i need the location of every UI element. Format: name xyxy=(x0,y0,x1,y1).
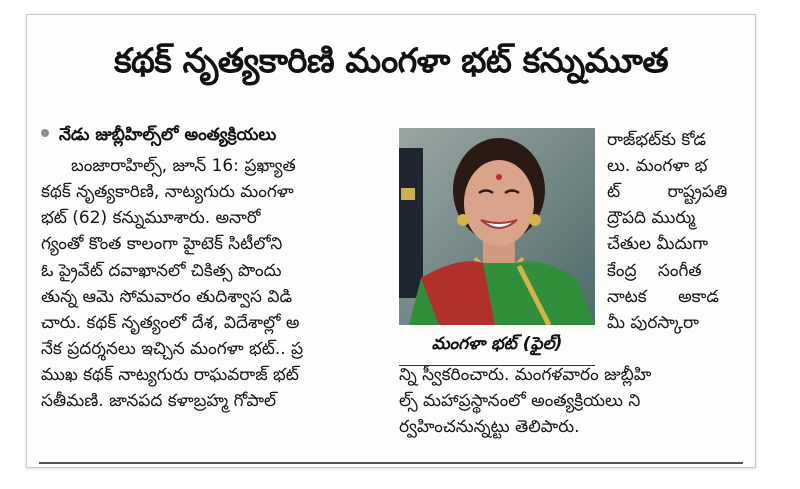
article-line: నాటక అకాడ xyxy=(607,287,719,307)
headline: కథక్ నృత్యకారిణి మంగళా భట్ కన్నుమూత xyxy=(113,41,669,80)
article-line: చారు. కథక్ నృత్యంలో దేశ, విదేశాల్లో అ xyxy=(41,313,300,333)
bottom-divider xyxy=(39,462,743,464)
article-line: న్ని స్వీకరించారు. మంగళవారం జుబ్లీహి xyxy=(399,365,652,385)
article-line: ఓ ప్రైవేట్ దవాఖానలో చికిత్స పొందు xyxy=(41,261,282,281)
article-line: కేంద్ర సంగీత xyxy=(607,261,702,281)
article-line: చేతుల మీదుగా xyxy=(607,234,709,254)
article-line: గ్యంతో కొంత కాలంగా హైటెక్ సిటీలోని xyxy=(41,234,283,254)
article-line: బంజారాహిల్స్, జూన్ 16: ప్రఖ్యాత xyxy=(71,156,296,176)
portrait-illustration xyxy=(399,128,595,325)
article-line: ముఖ కథక్ నాట్యగురు రాఘవరాజ్ భట్ xyxy=(41,365,299,385)
article-line: మీ పురస్కారా xyxy=(607,313,699,333)
article-line: రాజ్‌భట్‌కు కోడ xyxy=(607,130,706,150)
earring xyxy=(529,214,541,226)
article-line: ద్రౌపది ముర్ము xyxy=(607,208,696,228)
article-line: సతీమణి. జానపద కళాబ్రహ్మ గోపాల్ xyxy=(41,391,277,411)
article-line: భట్ (62) కన్నుమూశారు. అనారో xyxy=(41,208,261,228)
background-detail xyxy=(401,188,415,200)
bullet-icon xyxy=(41,129,49,137)
portrait-photo xyxy=(399,128,595,325)
subheadline xyxy=(41,125,276,149)
face xyxy=(464,160,534,246)
subheadline-text: నేడు జుబ్లీహిల్స్‌లో అంత్యక్రియలు xyxy=(59,125,277,145)
article-line: లు. మంగళా భ xyxy=(607,156,708,176)
article-line: ట్ రాష్ట్రపతి xyxy=(607,182,728,202)
article-line: తున్న ఆమె సోమవారం తుదిశ్వాస విడి xyxy=(41,287,293,307)
article-line: ర్వహించనున్నట్టు తెలిపారు. xyxy=(399,417,580,437)
background-figure xyxy=(399,148,423,298)
article-line: ల్స్ మహాప్రస్థానంలో అంత్యక్రియలు ని xyxy=(399,391,641,411)
newspaper-clipping xyxy=(26,14,756,468)
article-line: కథక్ నృత్యకారిణి, నాట్యగురు మంగళా xyxy=(41,182,294,202)
article-line: నేక ప్రదర్శనలు ఇచ్చిన మంగళా భట్.. ప్ర xyxy=(41,339,304,359)
bindi xyxy=(496,174,502,180)
photo-caption: మంగళా భట్ (ఫైల్) xyxy=(431,334,563,354)
earring xyxy=(457,214,469,226)
